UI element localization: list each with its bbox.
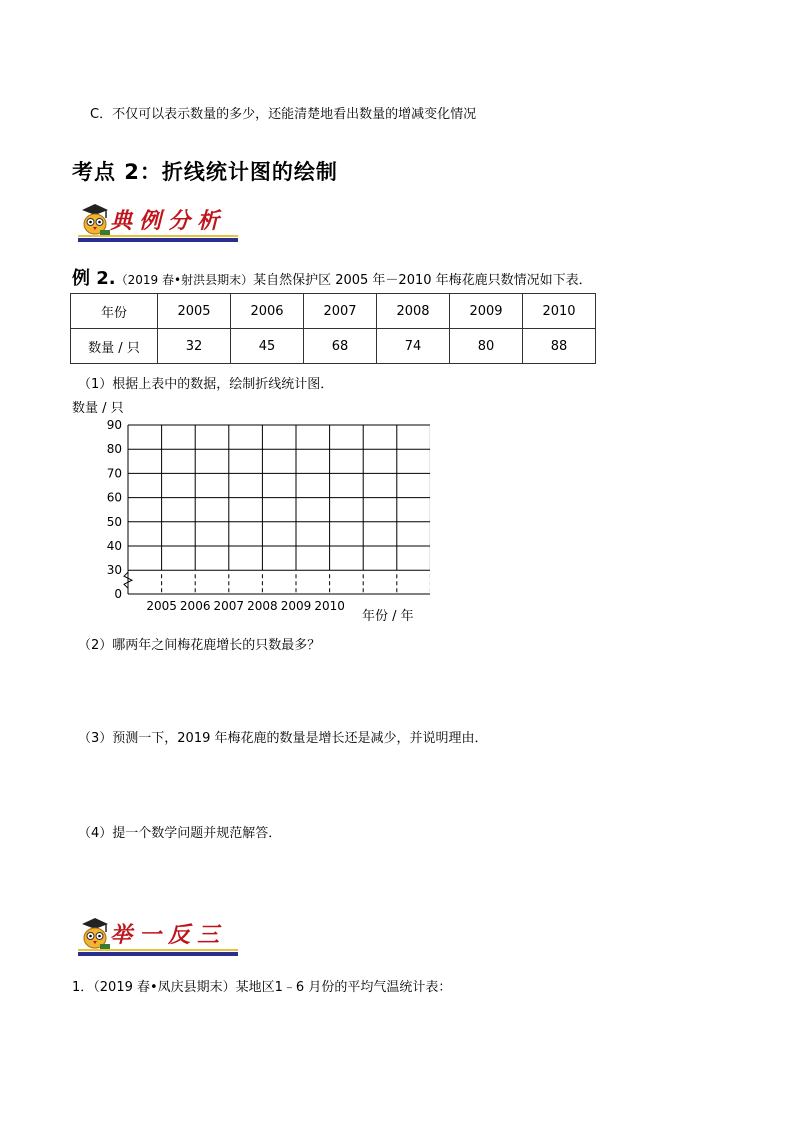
x-tick-label: 2009 xyxy=(280,599,312,613)
table-cell: 68 xyxy=(304,329,377,364)
table-cell: 32 xyxy=(158,329,231,364)
banner-underline xyxy=(78,952,238,956)
y-tick-label: 90 xyxy=(106,418,122,432)
x-tick-label: 2006 xyxy=(179,599,211,613)
y-tick-label: 40 xyxy=(106,539,122,553)
table-cell: 数量 / 只 xyxy=(71,329,158,364)
table-cell: 74 xyxy=(377,329,450,364)
table-cell: 2010 xyxy=(523,294,596,329)
exercise-1: 1．（2019 春•凤庆县期末）某地区1﹣6 月份的平均气温统计表： xyxy=(72,980,452,995)
banner-title: 举一反三 xyxy=(110,922,227,948)
owl-graduate-icon xyxy=(78,202,112,238)
x-tick-label: 2005 xyxy=(146,599,177,613)
y-tick-label: 30 xyxy=(106,563,122,578)
x-tick-label: 2010 xyxy=(314,599,345,613)
y-tick-label: 80 xyxy=(106,442,122,457)
deer-count-table xyxy=(70,293,596,364)
x-axis-label: 年份 / 年 xyxy=(362,609,414,624)
banner-underline xyxy=(78,238,238,242)
blank-line-chart-grid xyxy=(70,396,430,626)
banner-practice xyxy=(78,914,238,958)
banner-accent-line xyxy=(78,949,238,951)
table-cell: 2008 xyxy=(377,294,450,329)
banner-accent-line xyxy=(78,235,238,237)
table-cell: 2009 xyxy=(450,294,523,329)
example-label: 例 2. xyxy=(72,268,116,289)
table-cell: 2006 xyxy=(231,294,304,329)
table-cell: 45 xyxy=(231,329,304,364)
table-row xyxy=(71,329,596,364)
example-2-intro xyxy=(72,264,592,290)
question-1: （1）根据上表中的数据，绘制折线统计图． xyxy=(78,377,334,392)
question-4: （4）提一个数学问题并规范解答． xyxy=(78,826,282,841)
table-cell: 88 xyxy=(523,329,596,364)
chart-frame xyxy=(72,400,430,624)
section-title: 考点 2：折线统计图的绘制 xyxy=(72,160,338,184)
owl-graduate-icon xyxy=(78,916,112,952)
banner-title: 典例分析 xyxy=(110,208,227,234)
question-2: （2）哪两年之间梅花鹿增长的只数最多？ xyxy=(78,638,321,653)
example-text: 某自然保护区 2005 年－2010 年梅花鹿只数情况如下表． xyxy=(253,273,592,288)
option-c: C．不仅可以表示数量的多少，还能清楚地看出数量的增减变化情况 xyxy=(90,107,477,122)
y-axis-label: 数量 / 只 xyxy=(72,401,124,416)
banner-example-analysis xyxy=(78,200,238,244)
example-source: （2019 春•射洪县期末） xyxy=(115,273,254,287)
y-tick-label: 60 xyxy=(106,490,122,505)
table-cell: 2007 xyxy=(304,294,377,329)
x-tick-label: 2007 xyxy=(213,599,245,613)
table-row xyxy=(71,294,596,329)
table-cell: 2005 xyxy=(158,294,231,329)
y-tick-label: 50 xyxy=(106,514,122,529)
question-3: （3）预测一下，2019 年梅花鹿的数量是增长还是减少，并说明理由． xyxy=(78,731,488,746)
x-tick-label: 2008 xyxy=(247,599,278,613)
y-tick-label: 70 xyxy=(106,466,122,481)
y-tick-label: 0 xyxy=(114,587,122,601)
table-cell: 年份 xyxy=(71,294,158,329)
table-cell: 80 xyxy=(450,329,523,364)
